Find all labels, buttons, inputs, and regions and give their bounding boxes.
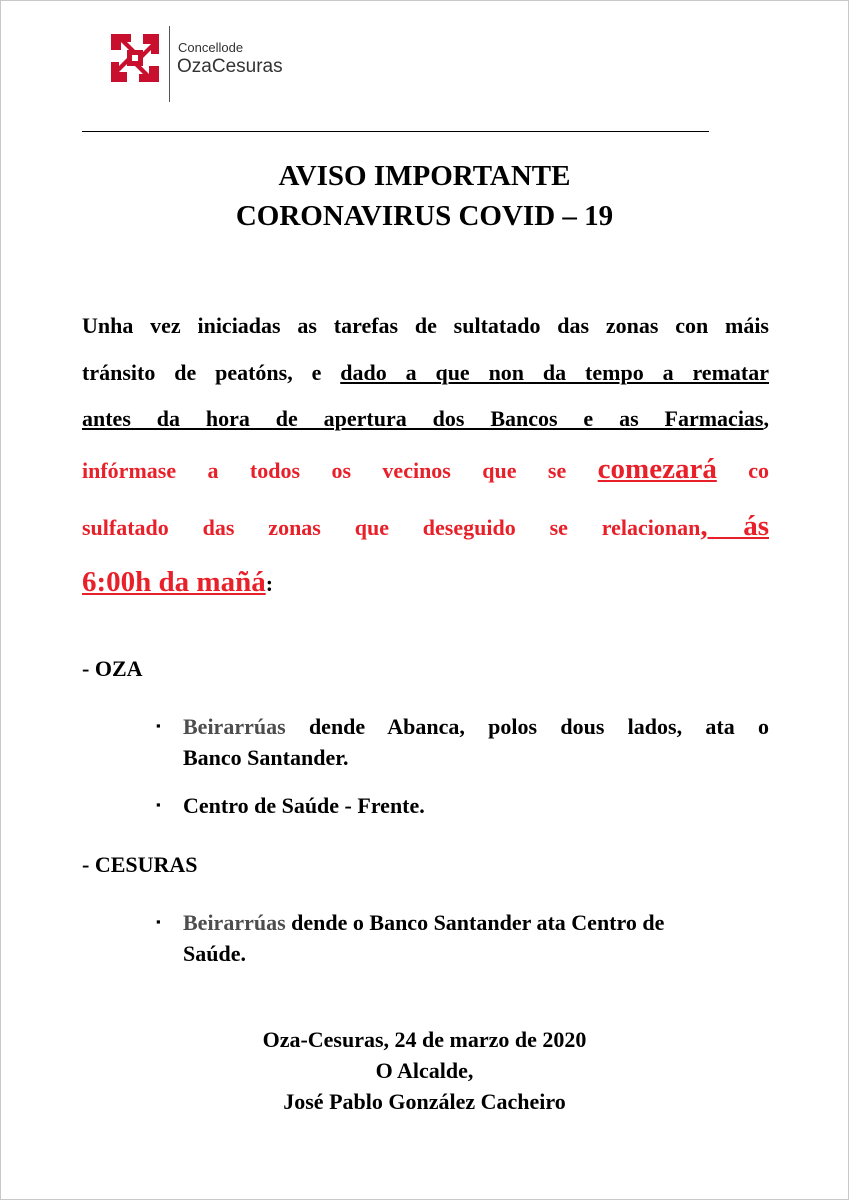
oza-bullet-1-line-1 (183, 714, 769, 740)
intro-underlined-text: dado a que non da tempo a rematar (340, 360, 769, 385)
signature-place-date: Oza-Cesuras, 24 de marzo de 2020 (262, 1027, 587, 1052)
intro-red-text: infórmase a todos os vecinos que se (82, 458, 598, 483)
signature-role: O Alcalde, (375, 1058, 474, 1083)
logo-line-1: Concellode (178, 40, 244, 55)
intro-line-1 (82, 313, 769, 339)
logo-line-2: OzaCesuras (177, 56, 283, 77)
intro-line-3 (82, 406, 769, 432)
title-line-1: AVISO IMPORTANTE (278, 160, 571, 192)
intro-text: tránsito de peatóns, e (82, 360, 341, 385)
cesuras-bullet-1-line-2: Saúde. (183, 941, 246, 966)
signature-name: José Pablo González Cacheiro (283, 1089, 566, 1114)
intro-line-2 (82, 360, 769, 386)
intro-time-text: 6:00h da mañá (82, 566, 266, 598)
section-heading-oza: - OZA (82, 656, 143, 681)
intro-text: , (763, 406, 769, 431)
sidewalk-label: Beirarrúas (183, 714, 286, 739)
header-rule (82, 131, 709, 132)
intro-red-text: co (716, 458, 770, 483)
sidewalk-label: Beirarrúas (183, 910, 286, 935)
intro-emphasis-text: , ás (700, 510, 769, 542)
intro-text: : (265, 571, 274, 596)
oza-bullet-1-line-2: Banco Santander. (183, 745, 349, 770)
bullet-icon: ▪ (156, 718, 161, 733)
intro-underlined-text: antes da hora de apertura dos Bancos e as Farmacias (82, 406, 764, 431)
cesuras-bullet-1-line-1 (183, 910, 664, 936)
council-logo (107, 26, 307, 102)
intro-line-5 (82, 510, 769, 543)
title-line-2: CORONAVIRUS COVID – 19 (235, 200, 614, 232)
bullet-text: dende o Banco Santander ata Centro de (285, 910, 665, 935)
logo-divider (169, 26, 170, 102)
bullet-icon: ▪ (156, 797, 161, 812)
bullet-text: dende Abanca, polos dous lados, ata o (285, 714, 769, 739)
section-heading-cesuras: - CESURAS (82, 852, 198, 877)
bullet-icon: ▪ (156, 914, 161, 929)
intro-line-6 (82, 566, 769, 599)
intro-line-4 (82, 453, 769, 486)
intro-red-text: sulfatado das zonas que deseguido se relacionan (82, 515, 701, 540)
intro-text: Unha vez iniciadas as tarefas de sultatado das zonas con máis (82, 313, 769, 338)
intro-emphasis-text: comezará (597, 453, 717, 485)
oza-bullet-2: Centro de Saúde - Frente. (183, 793, 425, 818)
council-emblem-icon (107, 30, 163, 86)
